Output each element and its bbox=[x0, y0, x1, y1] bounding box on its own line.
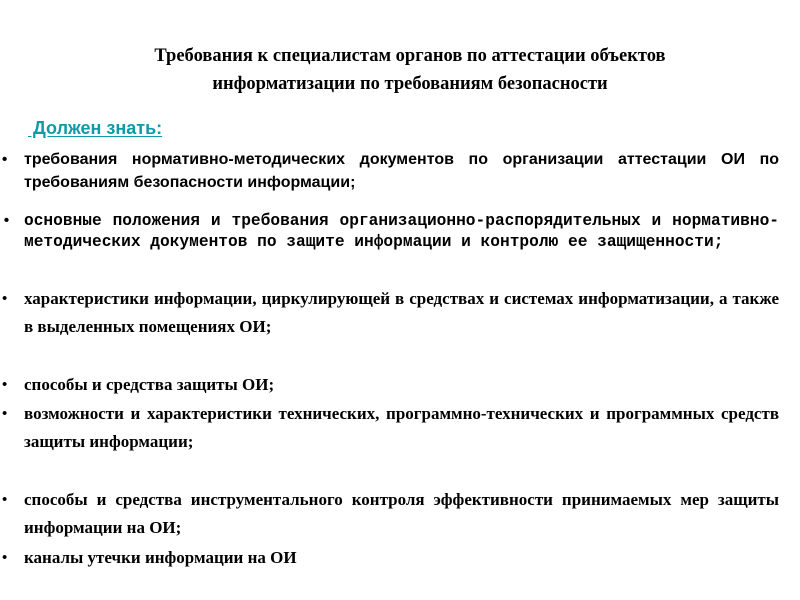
list-item-text: способы и средства защиты ОИ; bbox=[24, 375, 275, 394]
subtitle-must-know: Должен знать: bbox=[28, 118, 163, 138]
list-item-text: возможности и характеристики технических, программно-технических и программных средств защиты информации; bbox=[24, 404, 779, 451]
list-item bbox=[2, 371, 779, 399]
title-line-2: информатизации по требованиям безопасности bbox=[212, 74, 608, 94]
list-item bbox=[2, 486, 779, 542]
list-item bbox=[2, 148, 779, 194]
list-item bbox=[2, 544, 779, 572]
bullet-icon: • bbox=[2, 291, 8, 307]
bullet-icon: • bbox=[2, 213, 12, 230]
list-item-text: характеристики информации, циркулирующей в средствах и системах информатизации, а также в выделенных помещениях ОИ; bbox=[24, 289, 779, 336]
bullet-icon: • bbox=[2, 550, 8, 566]
list-item bbox=[2, 400, 779, 456]
list-item-text: основные положения и требования организационно-распорядительных и нормативно-методических документов по защите информации и контролю ее защищенности; bbox=[24, 212, 779, 251]
list-item bbox=[2, 285, 779, 341]
list-item-text: требования нормативно-методических документов по организации аттестации ОИ по требованиям безопасности информации; bbox=[24, 151, 779, 191]
list-item-text: способы и средства инструментального контроля эффективности принимаемых мер защиты информации на ОИ; bbox=[24, 490, 779, 537]
bullet-icon: • bbox=[2, 406, 8, 422]
bullet-icon: • bbox=[2, 492, 8, 508]
list-item-text: каналы утечки информации на ОИ bbox=[24, 548, 297, 567]
bullet-icon: • bbox=[2, 377, 8, 393]
bullet-icon: • bbox=[2, 151, 8, 168]
title-line-1: Требования к специалистам органов по аттестации объектов bbox=[154, 46, 666, 66]
list-item bbox=[2, 211, 779, 253]
